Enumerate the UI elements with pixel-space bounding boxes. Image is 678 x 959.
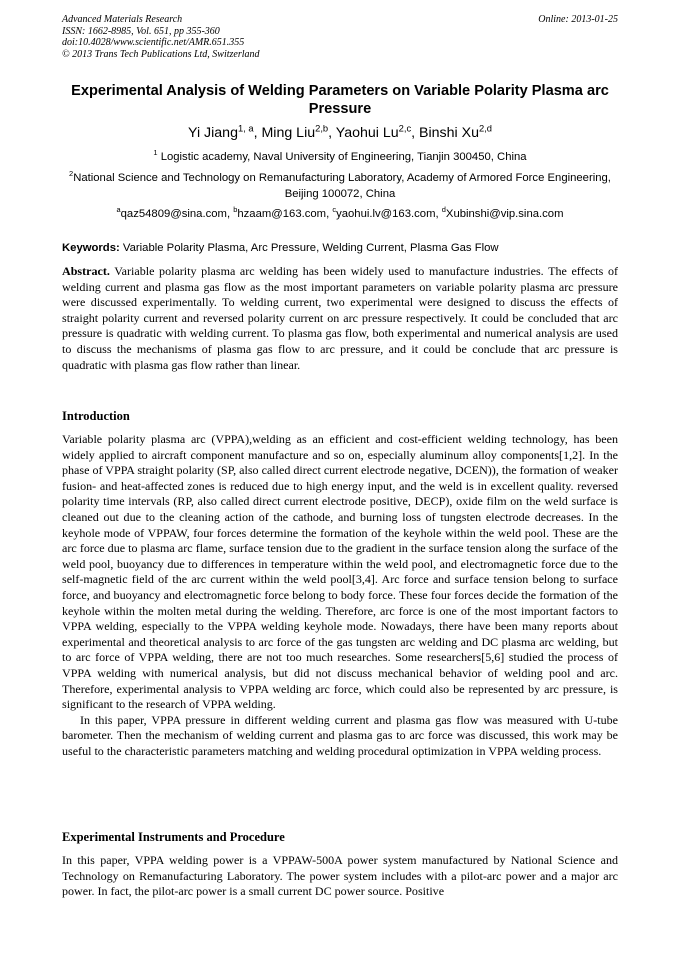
- author-name: Binshi Xu: [419, 125, 479, 141]
- affiliation-1: [62, 149, 618, 165]
- author-sup: 2,b: [315, 123, 329, 134]
- journal-issn: ISSN: 1662-8985, Vol. 651, pp 355-360: [62, 25, 220, 37]
- affiliation-2: [62, 170, 618, 202]
- author-list: Yi Jiang$^{1, a}$, Ming Liu$^{2,b}$, Yaohui Lu$^{2,c}$, Binshi Xu$^{2,d}$: [188, 123, 492, 141]
- email-sup: a: [116, 205, 121, 215]
- email-link[interactable]: qaz54809@sina.com: [120, 208, 227, 220]
- affiliation-sup: 1: [153, 148, 158, 158]
- keywords-label: Keywords:: [62, 242, 120, 254]
- journal-doi: doi:10.4028/www.scientific.net/AMR.651.355: [62, 37, 245, 48]
- journal-copyright: © 2013 Trans Tech Publications Ltd, Switzerland: [62, 48, 260, 60]
- journal-header: [62, 14, 618, 60]
- keywords: [62, 241, 618, 256]
- email-sup: d: [441, 205, 446, 215]
- keywords-text: Variable Polarity Plasma, Arc Pressure, Welding Current, Plasma Gas Flow: [122, 242, 499, 254]
- paragraph: In this paper, VPPA pressure in different welding current and plasma gas flow was measured with U-tube barometer. Then the mechanism of welding current and plasma gas to arc force was discussed, this work may be useful to the characteristic parameters matching and welding procedural optimization in VPPA welding process.: [62, 712, 618, 758]
- journal-name: Advanced Materials Research: [62, 14, 183, 25]
- author-name: Ming Liu: [261, 125, 316, 141]
- abstract-label: Abstract.: [62, 264, 110, 278]
- author-sup: 2,d: [478, 123, 492, 134]
- email-link[interactable]: Xubinshi@vip.sina.com: [445, 208, 564, 220]
- email-link[interactable]: yaohui.lv@163.com: [336, 208, 436, 220]
- author-name: Yi Jiang: [188, 125, 238, 141]
- experimental-body: [62, 853, 618, 900]
- section-heading-introduction: Introduction: [62, 409, 130, 423]
- paragraph: In this paper, VPPA welding power is a VPPAW-500A power system manufactured by National Science and Technology on Remanufacturing Laboratory. The power system includes with a pilot-arc power and a major arc power. In fact, the pilot-arc power is a small current DC power source. Positive: [62, 853, 618, 899]
- abstract: [62, 264, 618, 373]
- author-sup: 2,c: [398, 123, 412, 134]
- paper-title: Experimental Analysis of Welding Parameters on Variable Polarity Plasma arc Pressure: [71, 83, 609, 117]
- affiliation-text: Logistic academy, Naval University of Engineering, Tianjin 300450, China: [160, 151, 527, 163]
- paragraph: Variable polarity plasma arc (VPPA),welding as an efficient and cost-efficient welding technology, has been widely applied to aircraft component manufacture and so on, especially aluminum alloy components[1,2]. In the phase of VPPA straight polarity (SP, also called direct current electrode negative, DCEN)), the formation of weaker fusion- and heat-affected zones is reduced due to high energy input, and the weld is in excellent quality. reversed polarity time intervals (RP, also called direct current electrode positive, DECP), oxide film on the weld surface is cleaned out due to the cleaning action of the cathode, and burning loss of tungsten electrode decreases. In the keyhole mode of VPPAW, four forces determine the formation of the keyhole within the weld pool. These are the arc force due to plasma arc flame, surface tension due to the gradient in the surface tension along the surface of the weld pool, buoyancy due to differences in temperature within the weld pool, and electromagnetic force due to the self-magnetic field of the arc current within the weld pool[3,4]. Arc force and surface tension belong to surface force, and buoyancy and electromagnetic force belong to body force. These four forces decide the formation of the keyhole within the molten metal during the welding. Therefore, arc force is one of the most important factors to VPPA welding, especially to the VPPA welding keyhole mode. Nowadays, there have been many reports about experimental and theoretical analysis to arc force of the gas tungsten arc welding and DC plasma arc welding, but to arc force of VPPA welding, there are not too much researches. Some researchers[5,6] studied the process of VPPA welding with numerical analysis, but did not discuss mechanical behavior of welding pool and arc. Therefore, experimental analysis to VPPA welding arc force, which could also be represented by arc pressure, is significant to the research of VPPA welding.: [62, 432, 618, 712]
- email-sup: b: [233, 205, 238, 215]
- author-sup: 1, a: [237, 123, 254, 134]
- abstract-text: Variable polarity plasma arc welding has been widely used to manufacture industries. The effects of welding current and plasma gas flow as the most important parameters on variable polarity plasma arc pressure were discussed experimentally. To welding current, two experimental were designed to discuss the effects of straight polarity current and reversed polarity current on arc pressure respectively. It could be concluded that arc pressure is quadratic with welding current. To plasma gas flow, both experimental and numerical analysis are used to discuss the mechanisms of plasma gas flow to arc pressure, and it could be conclude that arc pressure is quadratic with plasma gas flow rather than linear.: [62, 264, 619, 372]
- email-list: $^a$qaz54809@sina.com, $^b$hzaam@163.com, $^c$yaohui.lv@163.com, $^d$Xubinshi@vip.sina.com: [116, 205, 564, 220]
- email-link[interactable]: hzaam@163.com: [237, 208, 327, 220]
- author-name: Yaohui Lu: [335, 125, 399, 141]
- section-heading-experimental: Experimental Instruments and Procedure: [62, 830, 285, 844]
- online-date: Online: 2013-01-25: [538, 14, 618, 25]
- introduction-body: [62, 432, 618, 759]
- affiliation-sup: 2: [69, 169, 74, 179]
- email-sup: c: [332, 205, 337, 215]
- affiliation-text: National Science and Technology on Remanufacturing Laboratory, Academy of Armored Force Engineering, Beijing 100072, China: [73, 172, 611, 200]
